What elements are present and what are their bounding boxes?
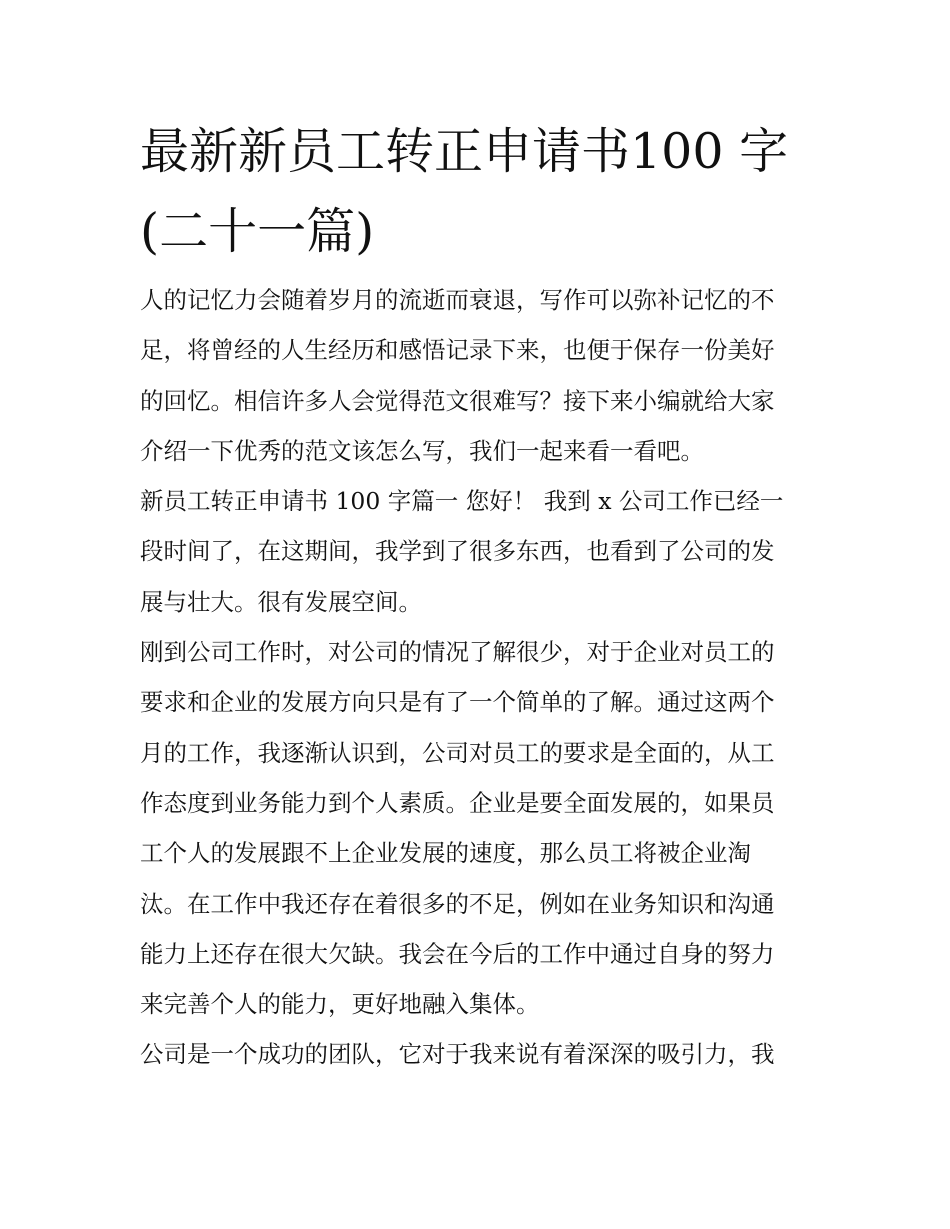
body-line-3: 的回忆。相信许多人会觉得范文很难写？接下来小编就给大家 xyxy=(140,386,775,415)
body-line-5: 新员工转正申请书 100 字篇一 您好！ 我到 x 公司工作已经一 xyxy=(140,487,784,516)
body-line-12: 工个人的发展跟不上企业发展的速度，那么员工将被企业淘 xyxy=(140,839,751,868)
body-line-14: 能力上还存在很大欠缺。我会在今后的工作中通过自身的努力 xyxy=(140,939,775,968)
body-line-8: 刚到公司工作时，对公司的情况了解很少，对于企业对员工的 xyxy=(140,638,775,667)
body-line-4: 介绍一下优秀的范文该怎么写，我们一起来看一看吧。 xyxy=(140,436,704,465)
body-line-7: 展与壮大。很有发展空间。 xyxy=(140,587,422,616)
body-line-1: 人的记忆力会随着岁月的流逝而衰退，写作可以弥补记忆的不 xyxy=(140,286,775,314)
document-body xyxy=(140,275,820,1080)
body-line-6: 段时间了，在这期间，我学到了很多东西，也看到了公司的发 xyxy=(140,537,775,566)
title-line-2: (二十一篇) xyxy=(140,203,375,260)
title-line-1: 最新新员工转正申请书100 字 xyxy=(140,123,789,180)
body-line-9: 要求和企业的发展方向只是有了一个简单的了解。通过这两个 xyxy=(140,688,775,717)
body-line-13: 汰。在工作中我还存在着很多的不足，例如在业务知识和沟通 xyxy=(140,889,775,918)
body-line-11: 作态度到业务能力到个人素质。企业是要全面发展的，如果员 xyxy=(140,788,775,817)
body-line-10: 月的工作，我逐渐认识到，公司对员工的要求是全面的，从工 xyxy=(140,738,775,767)
page-title xyxy=(140,112,820,272)
body-line-15: 来完善个人的能力，更好地融入集体。 xyxy=(140,990,540,1019)
body-line-16: 公司是一个成功的团队，它对于我来说有着深深的吸引力，我 xyxy=(140,1040,775,1069)
body-line-2: 足，将曾经的人生经历和感悟记录下来，也便于保存一份美好 xyxy=(140,336,775,365)
